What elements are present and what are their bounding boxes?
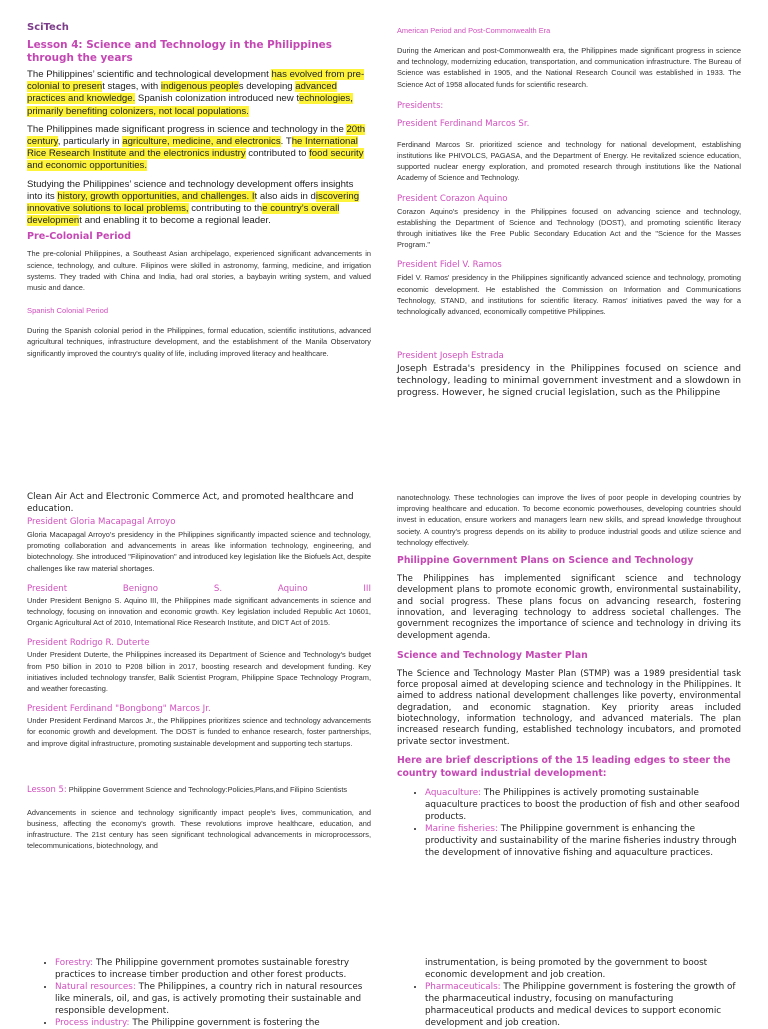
list-item: [425, 823, 741, 859]
stmp-heading: Science and Technology Master Plan: [397, 649, 588, 661]
list-item-description: The Philippines is actively promoting sustainable aquaculture practices to boost the production of fish and other seafood products.: [425, 787, 740, 822]
list-item-description: The Philippines, a country rich in natural resources like minerals, oil, and gas, is actively promoting their sustainable and responsible development.: [55, 982, 363, 1016]
list-item: [55, 1017, 371, 1029]
page3-left-column: [27, 957, 371, 1029]
list-item-term: Marine fisheries:: [425, 823, 498, 834]
list-item: [55, 981, 371, 1017]
spanish-text: During the Spanish colonial period in the Philippines, formal education, scientific institutions, advanced agricultural techniques, infrastructure development, and the establishment of the Manila Observatory significantly improved the country's quality of life, including improved literacy and healthcare.: [27, 326, 371, 358]
text-run: t and enabling it to become a regional leader.: [79, 215, 271, 227]
stmp-text: The Science and Technology Master Plan (STMP) was a 1989 presidential task force proposal aimed at developing science and technology in the Philippines. It aimed to address national development challenges like poverty, environmental degradation, and economic stagnation. Key priority areas included biotechnology, information technology, and advanced materials. The plan increased research funding, established technology incubators, and promoted private sector investment.: [397, 668, 741, 747]
text-run: Studying the Philippines’ science and technology development offers insights into its: [27, 178, 354, 202]
list-item-term: Pharmaceuticals:: [425, 982, 501, 992]
list-item-term: Process industry:: [55, 1018, 130, 1028]
estrada-continued: Clean Air Act and Electronic Commerce Act, and promoted healthcare and education.: [27, 492, 354, 514]
list-item-term: Aquaculture:: [425, 787, 482, 798]
page1-left-column: [27, 22, 371, 359]
noynoy-heading-word: S.: [213, 583, 223, 594]
text-run: . T: [280, 136, 292, 148]
list-item-term: Natural resources:: [55, 982, 136, 992]
text-run: s developing: [238, 81, 296, 93]
nano-text: nanotechnology. These technologies can improve the lives of poor people in developing countries by improving healthcare and education. To become economic powerhouses, developing countries should invest in education, ensure workers and managers learn new skills, and spread knowledge throughout society. A country's progress depends on its ability to produce industrial goods and utilize science and technology effectively.: [397, 493, 741, 547]
highlighted-text: iscovering innovative solutions to local problems,: [27, 190, 360, 215]
text-run: contributing to th: [188, 203, 263, 215]
govplans-text: The Philippines has implemented significant science and technology development plans to promote economic growth, environmental sustainability, and social progress. These plans focus on advancing research, fostering innovation, and leveraging technology to address societal challenges. The government recognizes the importance of science and technology in driving its development agenda.: [397, 574, 741, 641]
list-item-description: The Philippine government promotes sustainable forestry practices to increase timber production and other forest products.: [55, 958, 350, 980]
list-item: [55, 957, 371, 981]
list-item-description: The Philippine government is enhancing the productivity and sustainability of the marine fisheries industry through the development of innovative fishing and aquaculture practices.: [425, 823, 737, 858]
american-heading: American Period and Post-Commonwealth Era: [397, 26, 551, 35]
ramos-text: Fidel V. Ramos' presidency in the Philippines significantly advanced science and technology, promoting economic development. He established the Commission on Information and Communications Technology, STAND, and institutions for scientific literacy. Ramos' initiatives paved the way for a technologically advanced, economically competitive Philippines.: [397, 273, 741, 317]
intro-paragraph-3: [27, 179, 371, 228]
text-run: t also aids in d: [254, 190, 316, 202]
page2-left-column: [27, 491, 371, 852]
arroyo-text: Gloria Macapagal Arroyo's presidency in the Philippines significantly impacted science and technology, promoting collaboration and advancements in areas like information technology, engineering, and biotechnology. She introduced "Filipinovation" and introduced key legislation like the Biofuels Act, despite challenges like raw material shortages.: [27, 530, 371, 573]
page1-right-column: [397, 26, 741, 399]
noynoy-heading-word: III: [363, 583, 371, 594]
marcos-text: Ferdinand Marcos Sr. prioritized science and technology for national development, establishing institutions like PHIVOLCS, PAGASA, and the Department of Energy. He revitalized science education, supported nuclear energy exploration, and promoted research through institutions like the National Academy of Science and Technology.: [397, 139, 741, 183]
list-item-term: Forestry:: [55, 958, 94, 968]
noynoy-heading-word: Aquino: [277, 583, 308, 594]
precolonial-heading: Pre-Colonial Period: [27, 231, 131, 243]
highlighted-text: e country’s overall developmen: [27, 203, 340, 227]
bbm-heading: President Ferdinand "Bongbong" Marcos Jr.: [27, 704, 211, 715]
highlighted-text: agriculture, medicine, and electronics: [122, 136, 281, 148]
list-item: [425, 981, 741, 1029]
list-item: [425, 787, 741, 823]
lesson5-title: [27, 784, 371, 795]
spanish-heading: Spanish Colonial Period: [27, 306, 109, 316]
highlighted-text: has evolved from pre-colonial to presen: [27, 69, 365, 93]
estrada-heading: President Joseph Estrada: [397, 351, 504, 362]
lesson4-title: Lesson 4: Science and Technology in the Philippines through the years: [27, 39, 332, 64]
ramos-heading: President Fidel V. Ramos: [397, 260, 502, 271]
intro-paragraph-1: [27, 69, 371, 118]
page3-right-continued: instrumentation, is being promoted by the government to boost economic development and job creation.: [425, 958, 708, 980]
edges-heading: Here are brief descriptions of the 15 leading edges to steer the country toward industrial development:: [397, 754, 731, 779]
highlighted-text: history, growth opportunities, and challenges. I: [57, 190, 255, 202]
highlighted-text: echnologies, primarily benefiting colonizers, not local populations.: [27, 93, 353, 117]
precolonial-text: The pre-colonial Philippines, a Southeast Asian archipelago, experienced significant advancements in science, technology, and culture. Filipinos were skilled in astronomy, farming, medicine, and irrigation systems. They traded with China and India, had oral stories, a baybayin writing system, and valued music and dance.: [27, 249, 371, 293]
american-text: During the American and post-Commonwealth era, the Philippines made significant progress in science and technology, modernizing education, transportation, and communication infrastructure. The Bureau of Science was established in 1905, and the National Research Council was established in 1933. The Science Act of 1958 allocated funds for scientific research.: [397, 46, 741, 89]
duterte-text: Under President Duterte, the Philippines increased its Department of Science and Technology's budget from P50 billion in 2010 to P208 billion in 2017, boosting research and development funding. Key initiatives included technology transfer, Balik Scientist Program, Philippine Space Technology Program, and weather forecasting.: [27, 650, 371, 694]
list-item-description: The Philippine government is fostering the: [129, 1018, 320, 1028]
lesson5-text: Advancements in science and technology significantly impact people's lives, communication, and business, affecting the economy's growth. These revolutions improve healthcare, education, and infrastructure. The 21st century has seen significant technological advancements in microprocessors, telecommunications, biotechnology, and: [27, 807, 371, 851]
text-run: The Philippines made significant progress in science and technology in the: [27, 123, 347, 135]
highlighted-text: advanced practices and knowledge.: [27, 81, 337, 105]
intro-paragraph-2: [27, 124, 371, 173]
highlighted-text: he International Rice Research Institute and the electronics industry: [27, 136, 358, 160]
highlighted-text: 20th century: [27, 123, 366, 148]
page3-right-list: [397, 981, 741, 1029]
text-run: t stages, with: [102, 81, 161, 93]
lesson5-label: Lesson 5:: [27, 783, 67, 794]
presidents-label: Presidents:: [397, 99, 444, 110]
noynoy-text: Under President Benigno S. Aquino III, the Philippines made significant advancements in science and technology, focusing on innovation and economic growth. Key legislation included Republic Act 10601, Organic Agricultural Act of 2010, Intemational Rice Research Institute, and DICT Act of 2015.: [27, 595, 371, 628]
noynoy-heading: [27, 584, 371, 594]
lesson5-title-text: Philippine Government Science and Technology:Policies,Plans,and Filipino Scientists: [66, 784, 348, 794]
text-run: , particularly in: [57, 136, 123, 148]
text-run: Spanish colonization introduced new t: [135, 93, 299, 105]
noynoy-heading-word: President: [27, 583, 68, 594]
govplans-heading: Philippine Government Plans on Science and Technology: [397, 555, 694, 567]
marcos-heading: President Ferdinand Marcos Sr.: [397, 118, 530, 129]
text-run: The Philippines’ scientific and technological development: [27, 69, 272, 80]
aquino-heading: President Corazon Aquino: [397, 193, 508, 204]
page2-right-column: [397, 492, 741, 859]
text-run: contributed to: [245, 148, 310, 160]
list-item-description: The Philippine government is fostering the growth of the pharmaceutical industry, focusing on manufacturing pharmaceutical products and medical devices to support economic development and job creation.: [425, 982, 736, 1028]
duterte-heading: President Rodrigo R. Duterte: [27, 638, 150, 649]
page3-left-list: [27, 957, 371, 1029]
edges-list: [397, 787, 741, 859]
arroyo-heading: President Gloria Macapagal Arroyo: [27, 517, 176, 527]
estrada-text: Joseph Estrada's presidency in the Philippines focused on science and technology, leading to minimal government investment and a slowdown in progress. However, he signed crucial legislation, such as the Philippine: [397, 364, 741, 399]
brand-title: SciTech: [27, 22, 69, 33]
highlighted-text: indigenous people: [160, 81, 239, 93]
page3-right-column: [397, 957, 741, 1029]
highlighted-text: food security and economic opportunities.: [27, 148, 364, 172]
bbm-text: Under President Ferdinand Marcos Jr., the Philippines prioritizes science and technology advancements for economic growth and development. The DOST is funded to enhance research, foster partnerships, and improve digital infrastructure, promoting sustainable development and supporting tech startups.: [27, 716, 371, 748]
noynoy-heading-word: Benigno: [122, 583, 159, 594]
aquino-text: Corazon Aquino's presidency in the Philippines focused on advancing science and technology, establishing the Department of Science and Technology (DOST), and promoting scientific literacy through initiatives like the Free Public Secondary Education Act and the "Science for the Masses Program.": [397, 206, 741, 250]
